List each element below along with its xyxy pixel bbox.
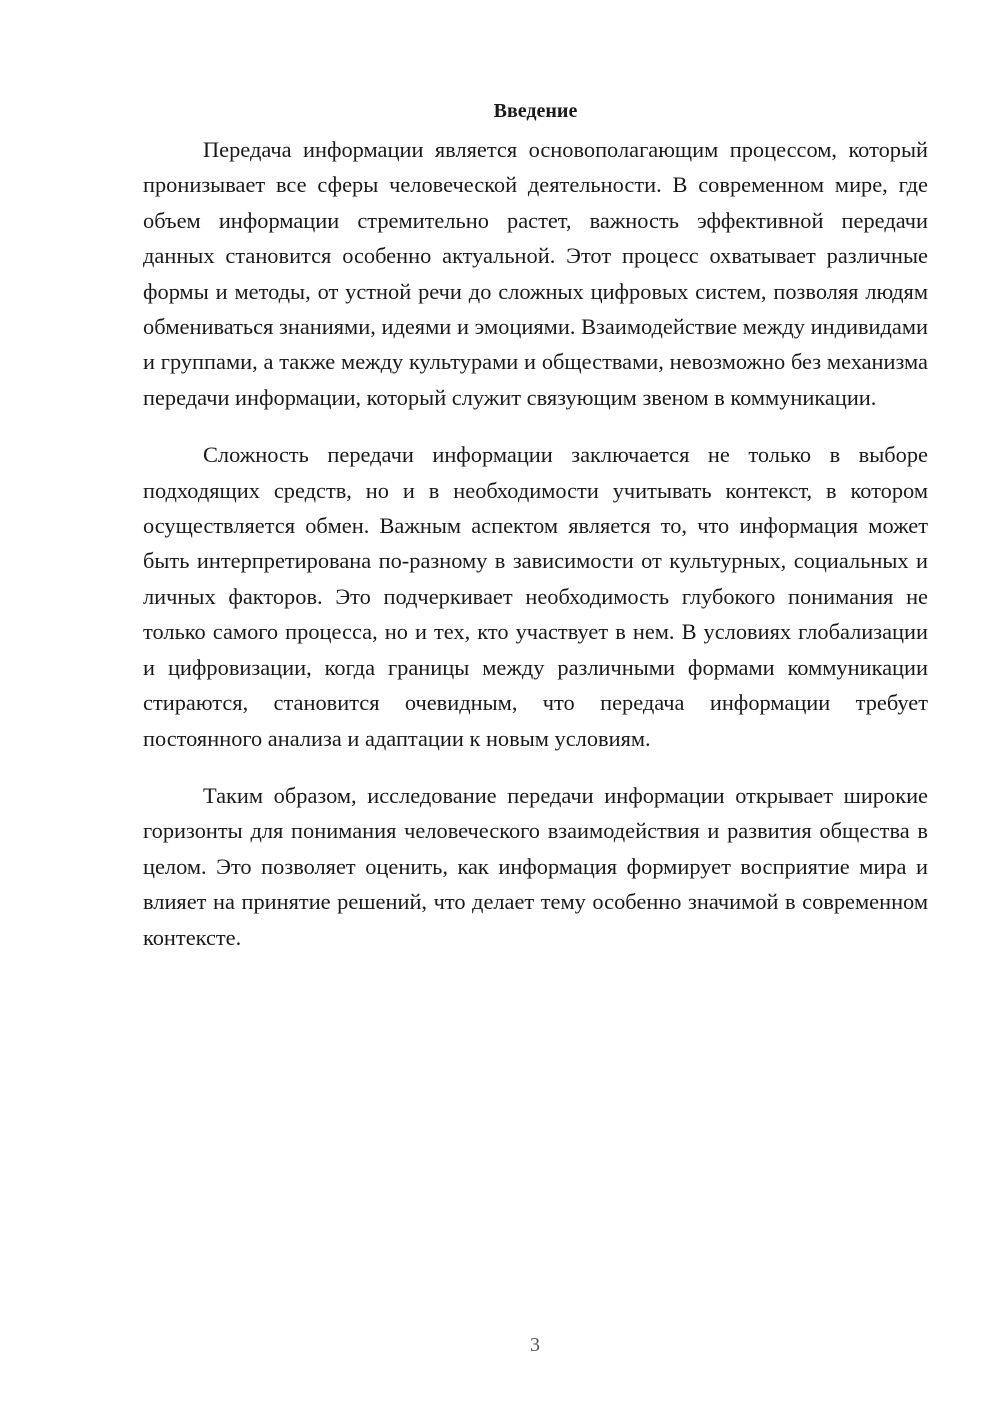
- section-heading: Введение: [493, 100, 578, 122]
- paragraph-1: Передача информации является основополагающим процессом, который пронизывает все сферы человеческой деятельности. В современном мире, где объем информации стремительно растет, важность эффективной передачи данных становится особенно актуальной. Этот процесс охватывает различные формы и методы, от устной речи до сложных цифровых систем, позволяя людям обмениваться знаниями, идеями и эмоциями. Взаимодействие между индивидами и группами, а также между культурами и обществами, невозможно без механизма передачи информации, который служит связующим звеном в коммуникации.: [143, 137, 928, 410]
- paragraph-2: Сложность передачи информации заключается не только в выборе подходящих средств, но и в необходимости учитывать контекст, в котором осуществляется обмен. Важным аспектом является то, что информация может быть интерпретирована по-разному в зависимости от культурных, социальных и личных факторов. Это подчеркивает необходимость глубокого понимания не только самого процесса, но и тех, кто участвует в нем. В условиях глобализации и цифровизации, когда границы между различными формами коммуникации стираются, становится очевидным, что передача информации требует постоянного анализа и адаптации к новым условиям.: [143, 442, 928, 751]
- page-number: 3: [530, 1334, 540, 1356]
- paragraph-3: Таким образом, исследование передачи информации открывает широкие горизонты для понимания человеческого взаимодействия и развития общества в целом. Это позволяет оценить, как информация формирует восприятие мира и влияет на принятие решений, что делает тему особенно значимой в современном контексте.: [143, 782, 928, 950]
- page-content: [143, 96, 928, 977]
